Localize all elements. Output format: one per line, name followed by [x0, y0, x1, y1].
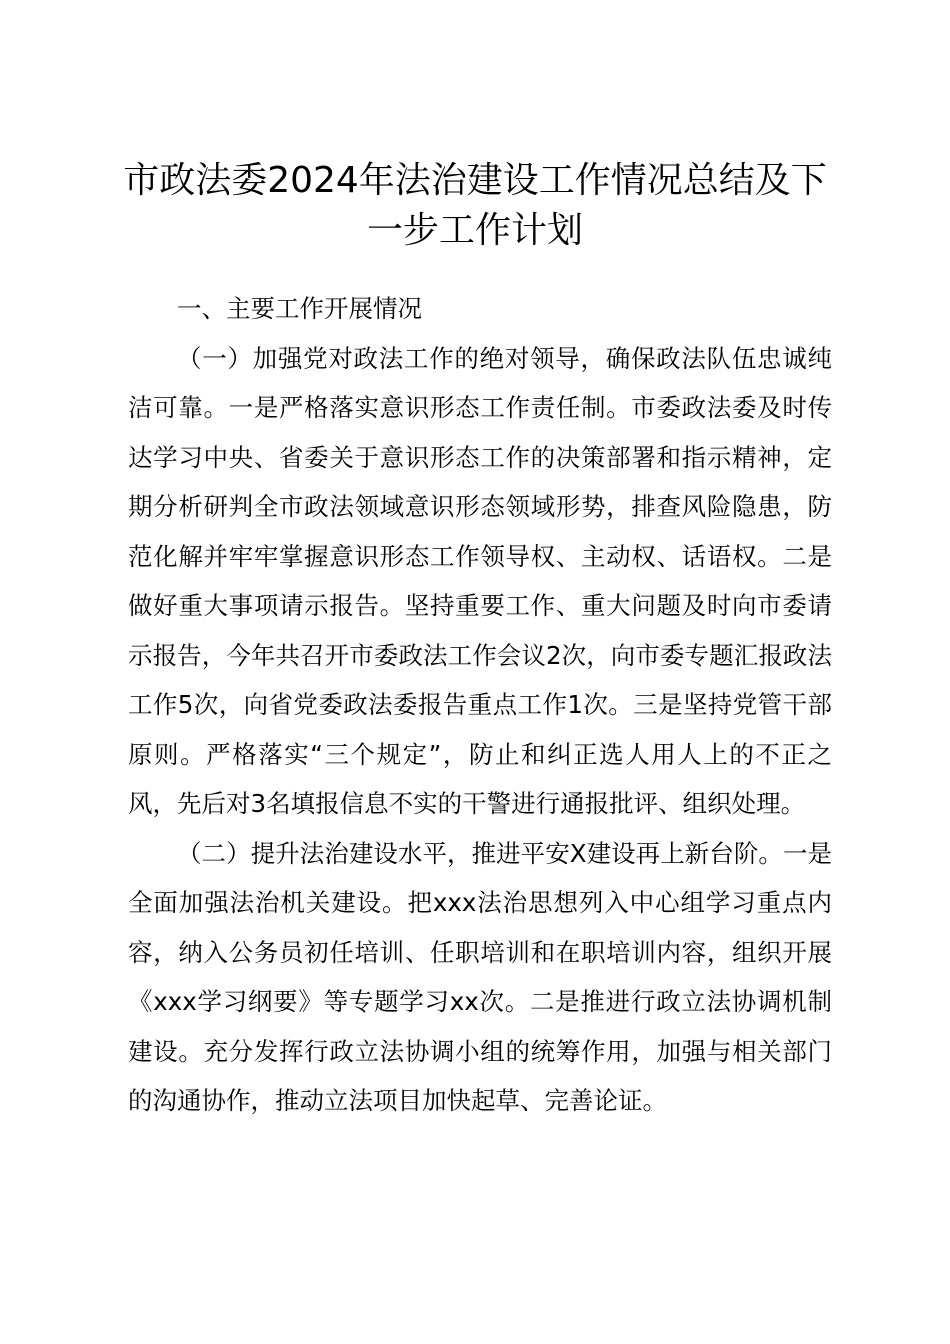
document-body [128, 284, 832, 1126]
paragraph: （二）提升法治建设水平，推进平安X建设再上新台阶。一是全面加强法治机关建设。把xxx法治思想列入中心组学习重点内容，纳入公务员初任培训、任职培训和在职培训内容，组织开展《xxx学习纲要》等专题学习xx次。二是推进行政立法协调机制建设。充分发挥行政立法协调小组的统筹作用，加强与相关部门的沟通协作，推动立法项目加快起草、完善论证。 [128, 838, 832, 1115]
document-title: 市政法委2024年法治建设工作情况总结及下一步工作计划 [123, 160, 827, 251]
section-heading: 一、主要工作开展情况 [177, 294, 422, 323]
paragraph: （一）加强党对政法工作的绝对领导，确保政法队伍忠诚纯洁可靠。一是严格落实意识形态工作责任制。市委政法委及时传达学习中央、省委关于意识形态工作的决策部署和指示精神，定期分析研判全市政法领域意识形态领域形势，排查风险隐患，防范化解并牢牢掌握意识形态工作领导权、主动权、话语权。二是做好重大事项请示报告。坚持重要工作、重大问题及时向市委请示报告，今年共召开市委政法工作会议2次，向市委专题汇报政法工作5次，向省党委政法委报告重点工作1次。三是坚持党管干部原则。严格落实“三个规定”，防止和纠正选人用人上的不正之风，先后对3名填报信息不实的干警进行通报批评、组织处理。 [128, 343, 832, 818]
